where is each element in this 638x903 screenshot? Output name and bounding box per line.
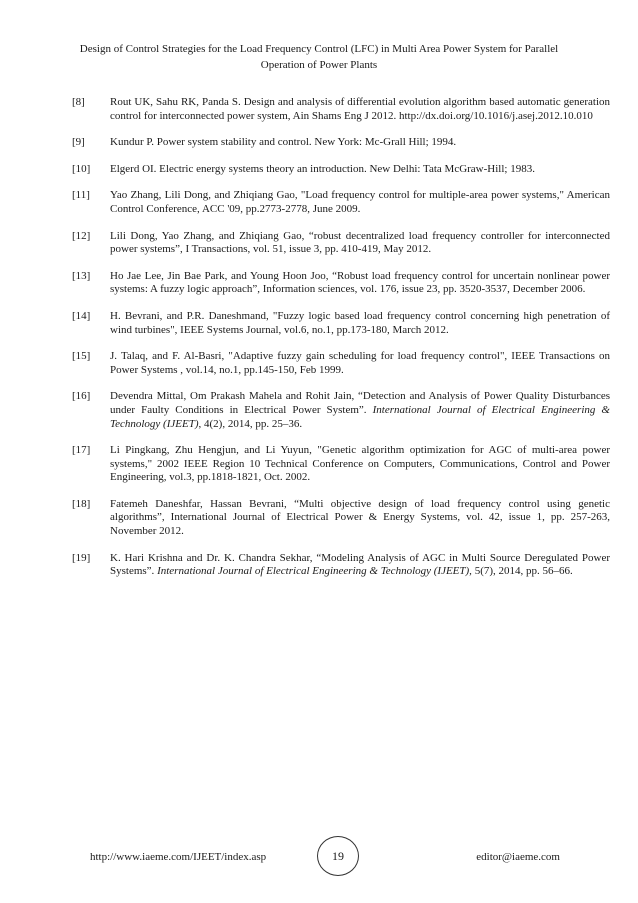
reference-text: Lili Dong, Yao Zhang, and Zhiqiang Gao, “robust decentralized load frequency controller for interconnected power systems”, I Transactions, vol. 51, issue 3, pp. 410-419, May 2012. — [110, 229, 610, 256]
reference-15 — [72, 350, 610, 377]
reference-number: [13] — [72, 269, 91, 282]
reference-10 — [72, 163, 610, 177]
reference-text: Fatemeh Daneshfar, Hassan Bevrani, “Multi objective design of load frequency control using genetic algorithms”, International Journal of Electrical Power & Energy Systems, vol. 42, issue 1, pp. 257-263, November 2012. — [110, 497, 610, 538]
journal-title: International Journal of Electrical Engineering & Technology (IJEET) — [110, 403, 610, 430]
reference-text: Elgerd OI. Electric energy systems theory an introduction. New Delhi: Tata McGraw-Hill; 1983. — [110, 162, 535, 175]
reference-number: [15] — [72, 350, 91, 363]
reference-text — [110, 390, 610, 429]
reference-17 — [72, 444, 610, 485]
reference-11 — [72, 189, 610, 216]
journal-title: International Journal of Electrical Engineering & Technology (IJEET), — [157, 565, 472, 578]
page-footer — [90, 836, 560, 876]
reference-number: [18] — [72, 497, 91, 510]
reference-number: [9] — [72, 136, 85, 149]
running-header-line-1: Design of Control Strategies for the Load Frequency Control (LFC) in Multi Area Power System for Parallel — [79, 43, 559, 55]
reference-number: [10] — [72, 162, 91, 175]
editor-email-link[interactable]: editor@iaeme.com — [476, 851, 560, 863]
reference-number: [17] — [72, 444, 91, 457]
reference-14 — [72, 310, 610, 337]
reference-number: [14] — [72, 309, 91, 322]
reference-text — [110, 552, 610, 578]
reference-text-main: Devendra Mittal, Om Prakash Mahela and Rohit Jain, “Detection and Analysis of Power Quality Disturbances under Faulty Conditions in Electrical Power System”. — [110, 390, 610, 416]
page-number: 19 — [317, 836, 359, 876]
reference-text-tail: 5(7), 2014, pp. 56–66. — [471, 565, 573, 578]
reference-18 — [72, 498, 610, 539]
reference-12 — [72, 230, 610, 257]
reference-text: Li Pingkang, Zhu Hengjun, and Li Yuyun, "Genetic algorithm optimization for AGC of multi-area power systems," 2002 IEEE Region 10 Technical Conference on Computers, Communications, Control and Power Engineering, vol.3, pp.1818-1821, Oct. 2002. — [110, 444, 610, 484]
running-header — [70, 42, 568, 73]
reference-text: Yao Zhang, Lili Dong, and Zhiqiang Gao, "Load frequency control for multiple-area power systems," American Control Conference, ACC '09, pp.2773-2778, June 2009. — [110, 189, 610, 215]
reference-text: Ho Jae Lee, Jin Bae Park, and Young Hoon Joo, “Robust load frequency control for uncertain nonlinear power systems: A fuzzy logic approach”, Information sciences, vol. 176, issue 23, pp. 3520-3537, December 2006. — [110, 269, 610, 296]
reference-text: Kundur P. Power system stability and control. New York: Mc-Grall Hill; 1994. — [110, 136, 457, 149]
reference-13 — [72, 270, 610, 297]
reference-text: J. Talaq, and F. Al-Basri, "Adaptive fuzzy gain scheduling for load frequency control", IEEE Transactions on Power Systems , vol.14, no.1, pp.145-150, Feb 1999. — [110, 350, 610, 376]
reference-16 — [72, 390, 610, 431]
reference-number: [19] — [72, 551, 91, 564]
reference-8 — [72, 96, 610, 123]
reference-number: [16] — [72, 390, 91, 403]
reference-text: Rout UK, Sahu RK, Panda S. Design and analysis of differential evolution algorithm based automatic generation control for interconnected power system, Ain Shams Eng J 2012. http://dx.doi.org/10.1016/j.asej.2012.10.010 — [110, 96, 610, 122]
reference-19 — [72, 552, 610, 579]
reference-number: [12] — [72, 229, 91, 242]
reference-text-main: K. Hari Krishna and Dr. K. Chandra Sekhar, “Modeling Analysis of AGC in Multi Source Deregulated Power Systems”. — [110, 551, 610, 578]
reference-text: H. Bevrani, and P.R. Daneshmand, "Fuzzy logic based load frequency control concerning high penetration of wind turbines", IEEE Systems Journal, vol.6, no.1, pp.173-180, March 2012. — [110, 309, 610, 336]
reference-9 — [72, 136, 610, 150]
running-header-line-2: Operation of Power Plants — [260, 58, 378, 71]
journal-url-link[interactable]: http://www.iaeme.com/IJEET/index.asp — [90, 851, 267, 863]
reference-list — [72, 96, 610, 592]
reference-number: [11] — [72, 189, 90, 202]
reference-number: [8] — [72, 96, 85, 108]
reference-text-tail: , 4(2), 2014, pp. 25–36. — [198, 417, 303, 430]
